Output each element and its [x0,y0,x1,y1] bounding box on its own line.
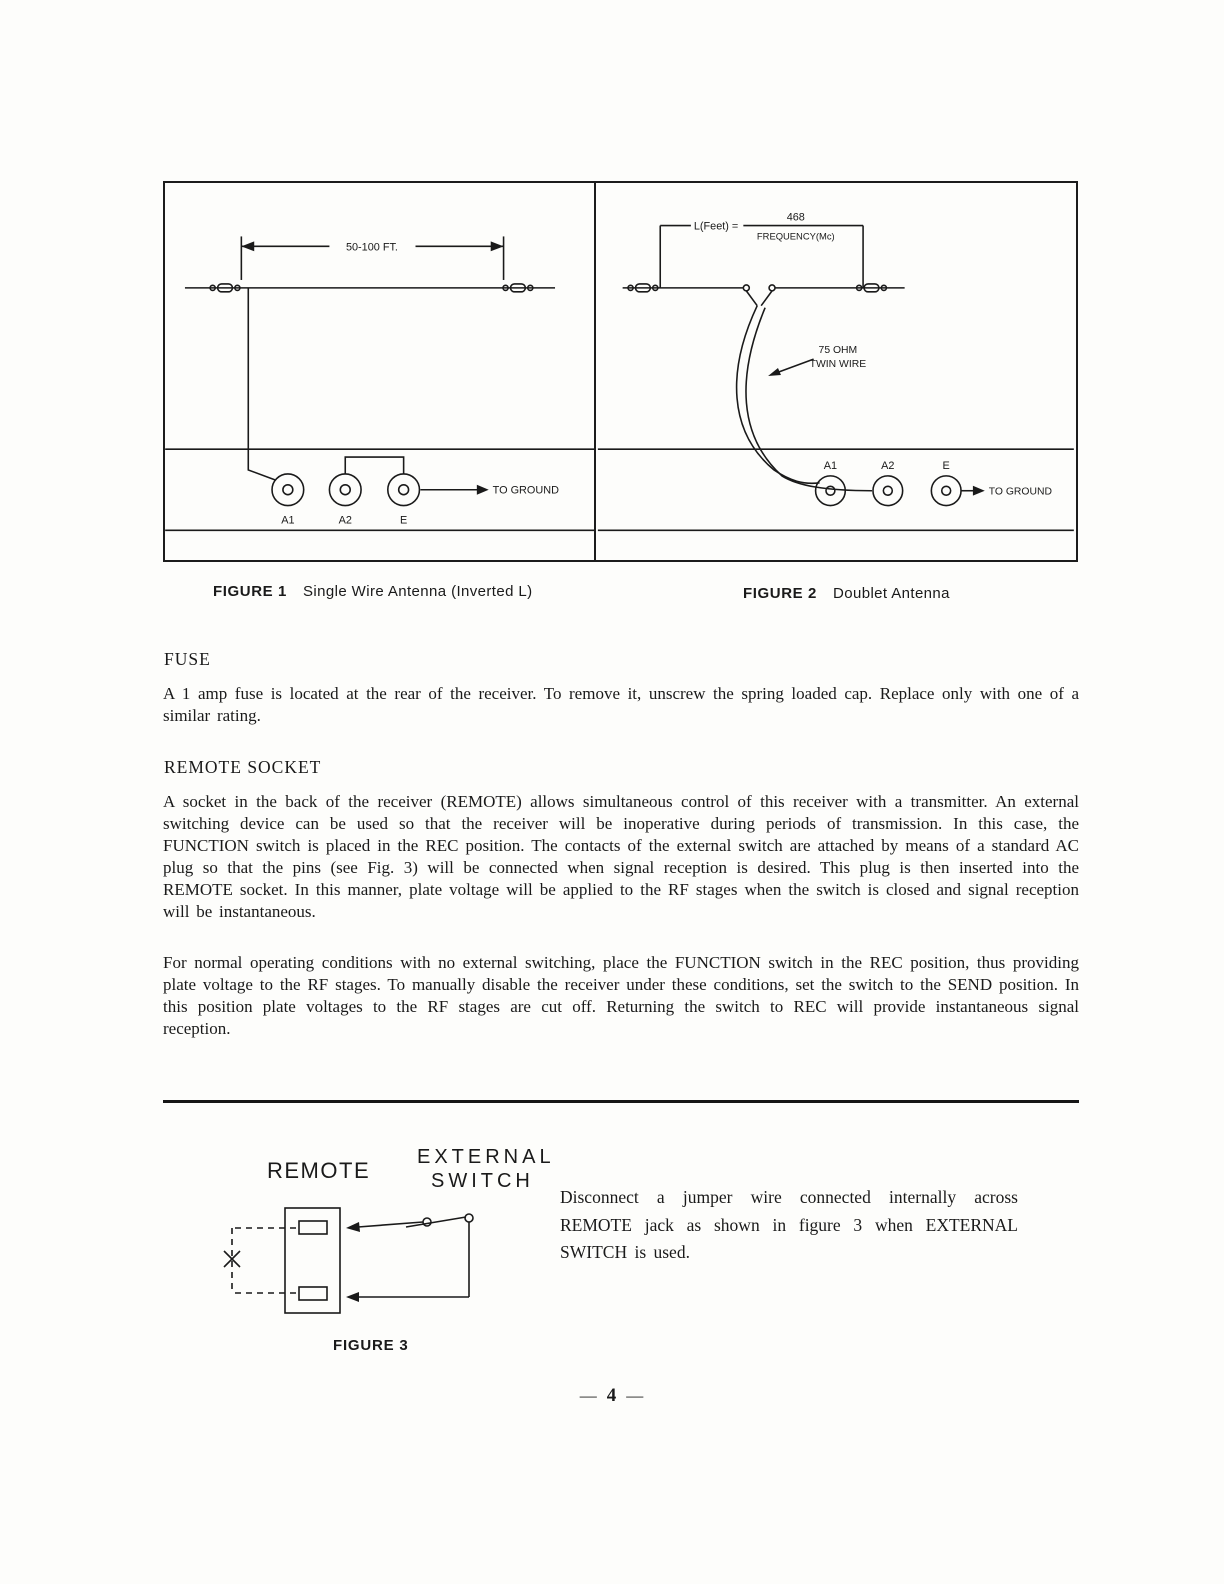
terminal-e [932,460,962,506]
terminal-a2-label: A2 [338,514,352,527]
terminal-a1 [272,474,304,526]
antenna-lead-in [248,288,275,480]
page-footer [0,1385,1224,1407]
fuse-heading: FUSE [164,649,211,669]
ground-arrow [961,486,1052,498]
figure2-caption [743,585,950,602]
figure3-note: Disconnect a jumper wire connected internally across REMOTE jack as shown in figure 3 when EXTERNAL SWITCH is used. [560,1187,1018,1262]
terminal-e [388,474,420,526]
twin-lead-callout [768,345,866,376]
formula-numerator: 468 [786,211,806,224]
section-divider-rule [163,1100,1079,1103]
fuse-paragraph: A 1 amp fuse is located at the rear of the receiver. To remove it, unscrew the spring loaded cap. Replace only with one of a similar rating. [163,684,1079,725]
to-ground-label: TO GROUND [492,484,559,497]
remote-socket-paragraph-1: A socket in the back of the receiver (REMOTE) allows simultaneous control of this receiver with a transmitter. An external switching device can be used so that the receiver will be inoperative during periods of transmission. In this case, the FUNCTION switch is placed in the REC position. The contacts of the external switch are attached by means of a standard AC plug so that the pins (see Fig. 3) will be connected when signal reception is desired. This plug is then inserted into the REMOTE socket. In this manner, plate voltage will be applied to the RF stages when the switch is closed and signal reception will be instantaneous. [163,792,1079,921]
figure3-diagram [200,1200,540,1330]
socket-pin-top [299,1221,327,1234]
internal-jumper-dashed [232,1228,297,1293]
terminal-a1-label: A1 [824,459,838,472]
figure3-caption: FIGURE 3 [333,1337,409,1354]
terminal-a2 [329,474,361,526]
remote-socket-body [285,1208,340,1313]
page-number: 4 [606,1385,618,1406]
dimension-50-100ft [241,236,503,280]
twin-lead [737,306,872,491]
terminal-e-label: E [942,459,951,472]
figure2-diagram [596,183,1076,560]
terminal-a1 [816,460,846,506]
antenna-wire [623,284,905,306]
external-switch-symbol [346,1214,473,1302]
figure1-caption-label: FIGURE 1 [213,583,287,600]
footer-right-dash: — [626,1386,645,1405]
jumper-a2-e [345,457,403,474]
socket-pin-bottom [299,1287,327,1300]
figure2-panel [594,181,1078,562]
dimension-label: 50-100 FT. [345,241,398,254]
figures-row [163,181,1078,562]
length-formula [660,212,863,288]
figure1-diagram [165,183,595,560]
body-copy [163,648,1079,1069]
remote-socket-heading: REMOTE SOCKET [164,757,322,777]
formula-denominator: FREQUENCY(Mc) [757,230,835,242]
terminal-e-label: E [399,514,408,527]
footer-left-dash: — [579,1386,598,1405]
external-switch-label-line2: SWITCH [431,1170,534,1192]
remote-jack-label: REMOTE [267,1158,371,1183]
terminal-a1-label: A1 [281,514,295,527]
antenna-wire [185,284,555,292]
figure1-caption [213,583,533,600]
figure2-caption-label: FIGURE 2 [743,585,817,602]
external-switch-label-line1: EXTERNAL [417,1146,555,1168]
wire-label-line2: TWIN WIRE [809,359,867,371]
figure1-caption-text: Single Wire Antenna (Inverted L) [302,583,533,600]
figure2-caption-text: Doublet Antenna [832,585,950,602]
terminal-a2 [873,460,903,506]
to-ground-label: TO GROUND [989,486,1053,498]
figure1-panel [163,181,597,562]
terminal-a2-label: A2 [881,459,895,472]
centre-feed-insulator [744,285,776,306]
formula-lhs: L(Feet) = [694,220,739,233]
wire-label-line1: 75 OHM [818,345,858,357]
ground-arrow [420,485,559,497]
remote-socket-paragraph-2: For normal operating conditions with no external switching, place the FUNCTION switch in the REC position, thus providing plate voltage to the RF stages. To manually disable the receiver under these conditions, set the switch to the SEND position. In this position plate voltages to the RF stages are cut off. Returning the switch to REC will provide instantaneous signal reception. [163,953,1079,1038]
